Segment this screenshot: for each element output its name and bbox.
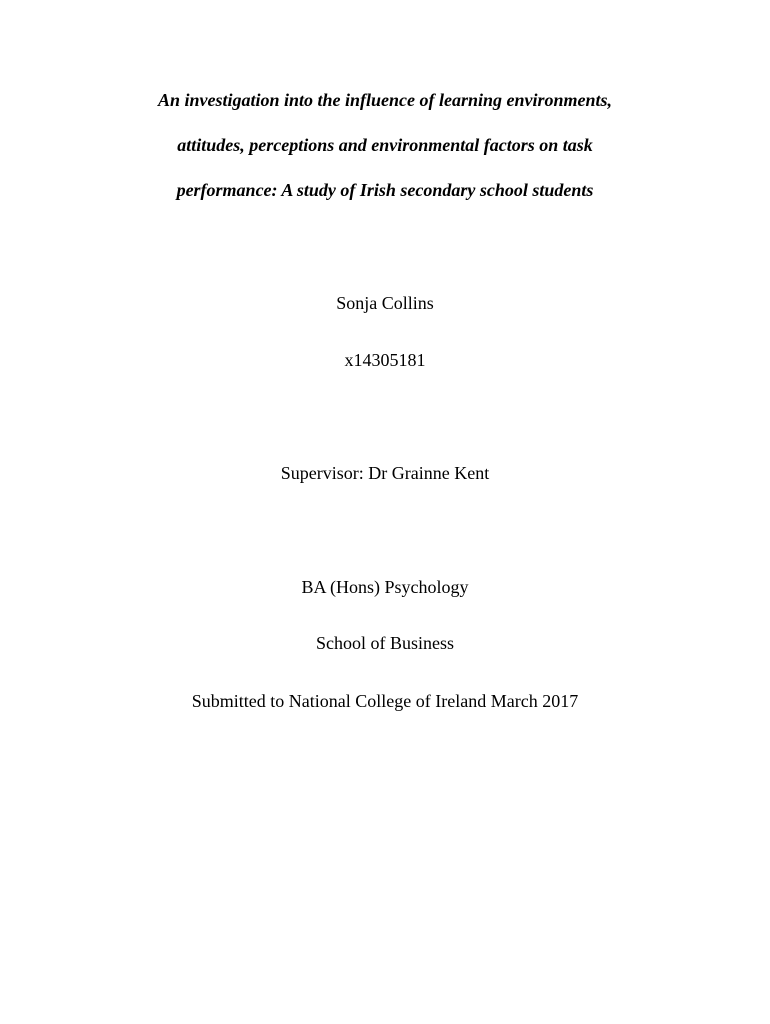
school: School of Business (315, 633, 454, 653)
thesis-title-line-2: attitudes, perceptions and environmental factors on task (177, 135, 593, 155)
degree: BA (Hons) Psychology (301, 577, 469, 597)
thesis-title-line-1: An investigation into the influence of learning environments, (157, 90, 613, 110)
thesis-title (0, 87, 770, 222)
student-id: x14305181 (344, 350, 426, 370)
submission-statement: Submitted to National College of Ireland March 2017 (191, 691, 579, 711)
supervisor: Supervisor: Dr Grainne Kent (280, 463, 490, 483)
author-name: Sonja Collins (336, 293, 434, 313)
thesis-title-line-3: performance: A study of Irish secondary school students (176, 180, 594, 200)
